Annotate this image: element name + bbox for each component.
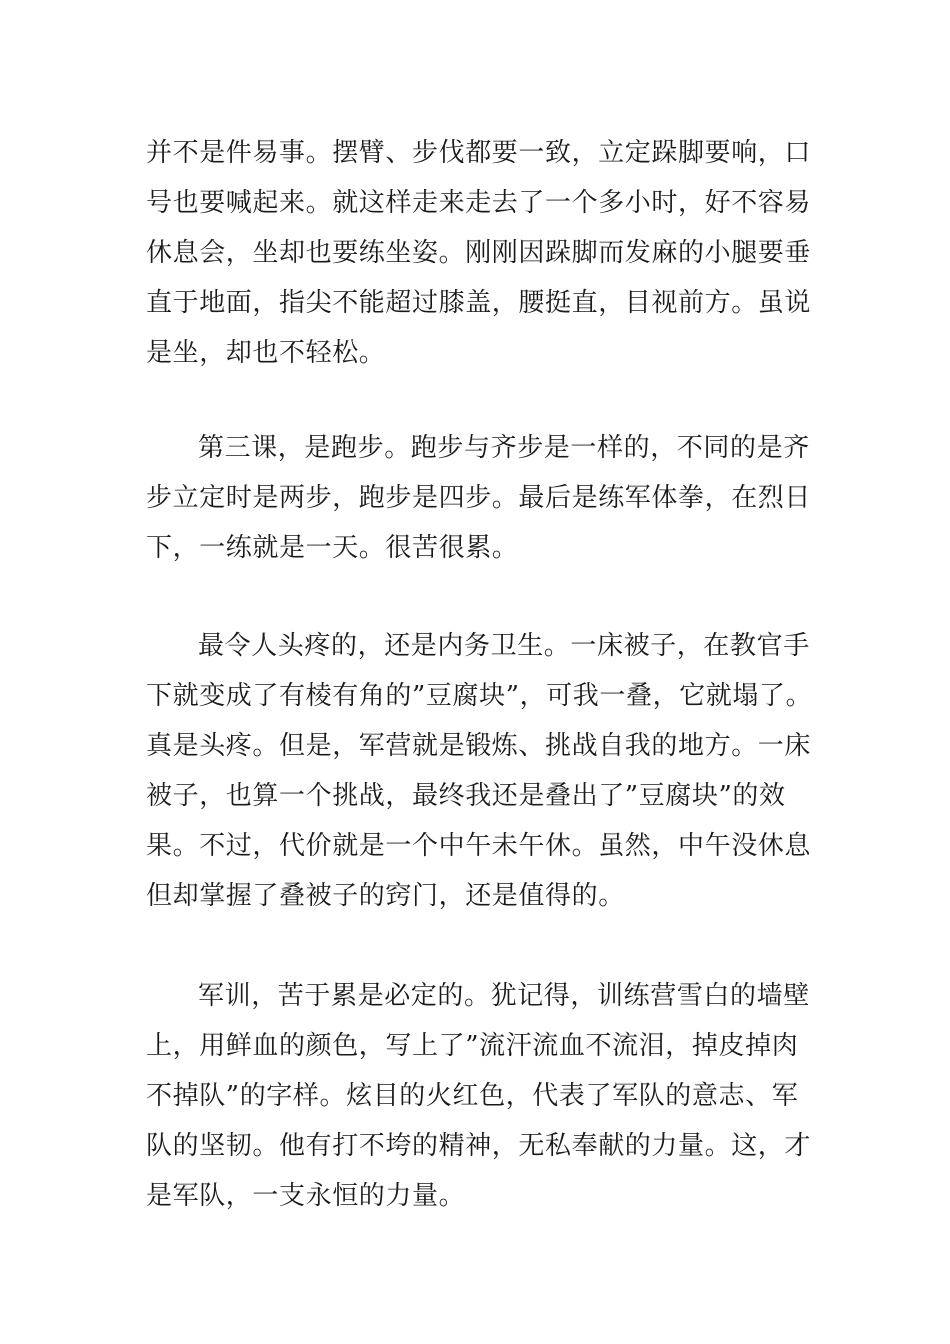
text-line: 真是头疼。但是，军营就是锻炼、挑战自我的地方。一床 bbox=[146, 731, 812, 761]
text-line: 休息会，坐却也要练坐姿。刚刚因跺脚而发麻的小腿要垂 bbox=[146, 238, 812, 268]
text-line: 被子，也算一个挑战，最终我还是叠出了”豆腐块”的效 bbox=[146, 781, 786, 811]
text-line: 直于地面，指尖不能超过膝盖，腰挺直，目视前方。虽说 bbox=[146, 288, 812, 318]
text-line: 下，一练就是一天。很苦很累。 bbox=[146, 533, 519, 563]
text-line: 是军队，一支永恒的力量。 bbox=[146, 1181, 466, 1211]
text-line: 并不是件易事。摆臂、步伐都要一致，立定跺脚要响，口 bbox=[146, 138, 812, 168]
text-line: 第三课，是跑步。跑步与齐步是一样的，不同的是齐 bbox=[198, 433, 810, 463]
text-line: 队的坚韧。他有打不垮的精神，无私奉献的力量。这，才 bbox=[146, 1131, 812, 1161]
text-line: 果。不过，代价就是一个中午未午休。虽然，中午没休息 bbox=[146, 831, 812, 861]
text-line: 上，用鲜血的颜色，写上了”流汗流血不流泪，掉皮掉肉 bbox=[146, 1031, 799, 1061]
text-line: 号也要喊起来。就这样走来走去了一个多小时，好不容易 bbox=[146, 188, 812, 218]
text-line: 不掉队”的字样。炫目的火红色，代表了军队的意志、军 bbox=[146, 1081, 799, 1111]
text-line: 军训，苦于累是必定的。犹记得，训练营雪白的墙壁 bbox=[198, 981, 810, 1011]
text-line: 下就变成了有棱有角的”豆腐块”，可我一叠，它就塌了。 bbox=[146, 681, 813, 711]
text-line: 是坐，却也不轻松。 bbox=[146, 338, 386, 368]
text-line: 步立定时是两步，跑步是四步。最后是练军体拳，在烈日 bbox=[146, 483, 812, 513]
text-line: 但却掌握了叠被子的窍门，还是值得的。 bbox=[146, 881, 625, 911]
text-line: 最令人头疼的，还是内务卫生。一床被子，在教官手 bbox=[198, 631, 810, 661]
